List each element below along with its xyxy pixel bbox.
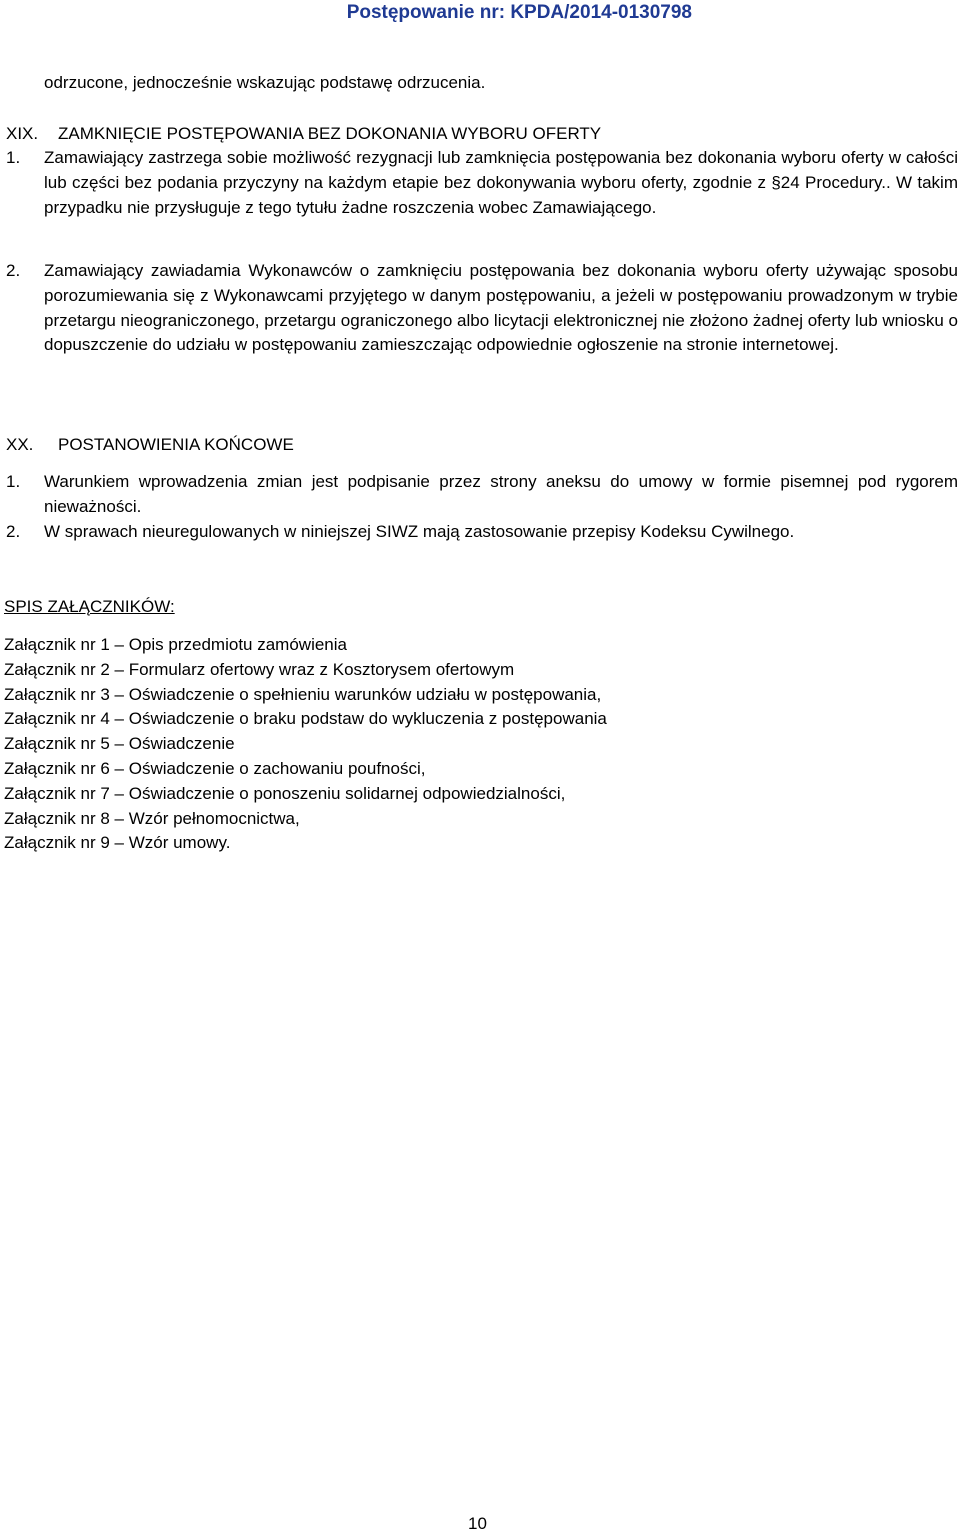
attachment-item: Załącznik nr 2 – Formularz ofertowy wraz z Kosztorysem ofertowym: [4, 659, 515, 679]
item-number: 1.: [6, 472, 21, 491]
attachment-item: Załącznik nr 4 – Oświadczenie o braku podstaw do wykluczenia z postępowania: [4, 709, 607, 729]
attachment-item: Załącznik nr 6 – Oświadczenie o zachowaniu poufności,: [4, 758, 426, 778]
attachment-item: Załącznik nr 1 – Opis przedmiotu zamówienia: [4, 635, 347, 654]
attachment-item: Załącznik nr 5 – Oświadczenie: [4, 734, 235, 754]
item-number: 2.: [6, 522, 21, 541]
attachment-item: Załącznik nr 9 – Wzór umowy.: [4, 833, 231, 853]
intro-text: odrzucone, jednocześnie wskazując podstawę odrzucenia.: [44, 73, 486, 92]
section-title: POSTANOWIENIA KOŃCOWE: [58, 435, 294, 454]
section-heading-xx: [6, 433, 294, 457]
page-header: Postępowanie nr: KPDA/2014-0130798: [346, 2, 692, 23]
list-item: [6, 520, 958, 545]
attachment-item: Załącznik nr 3 – Oświadczenie o spełnieniu warunków udziału w postępowania,: [4, 684, 602, 704]
section-number: XX.: [6, 435, 34, 454]
item-text: Warunkiem wprowadzenia zmian jest podpisanie przez strony aneksu do umowy w formie pisemnej pod rygorem nieważności.: [44, 472, 958, 516]
item-number: 2.: [6, 261, 21, 280]
section-number: XIX.: [6, 124, 39, 143]
attachment-item: Załącznik nr 7 – Oświadczenie o ponoszeniu solidarnej odpowiedzialności,: [4, 783, 566, 803]
section-title: ZAMKNIĘCIE POSTĘPOWANIA BEZ DOKONANIA WYBORU OFERTY: [58, 124, 602, 143]
list-item: [6, 146, 958, 220]
list-item: [6, 470, 958, 520]
item-text: W sprawach nieuregulowanych w niniejszej SIWZ mają zastosowanie przepisy Kodeksu Cywilnego.: [44, 522, 795, 541]
attachment-item: Załącznik nr 8 – Wzór pełnomocnictwa,: [4, 808, 300, 828]
attachments-heading: SPIS ZAŁĄCZNIKÓW:: [4, 597, 175, 616]
item-number: 1.: [6, 148, 21, 167]
item-text: Zamawiający zastrzega sobie możliwość rezygnacji lub zamknięcia postępowania bez dokonania wyboru oferty w całości lub części bez podania przyczyny na każdym etapie bez dokonywania wyboru oferty, zgodnie z §24 Procedury.. W takim przypadku nie przysługuje z tego tytułu żadne roszczenia wobec Zamawiającego.: [44, 148, 958, 217]
list-item: [6, 259, 958, 358]
item-text: Zamawiający zawiadamia Wykonawców o zamknięciu postępowania bez dokonania wyboru oferty używając sposobu porozumiewania się z Wykonawcami przyjętego w danym postępowaniu, a jeżeli w postępowaniu prowadzonym w trybie przetargu nieograniczonego, przetargu ograniczonego albo licytacji elektronicznej nie złożono żadnej oferty lub wniosku o dopuszczenie do udziału w postępowaniu zamieszczając odpowiednie ogłoszenie na stronie internetowej.: [44, 261, 958, 355]
section-heading-xix: [6, 122, 601, 146]
page-number: 10: [468, 1514, 487, 1533]
attachments-list: [4, 633, 607, 856]
